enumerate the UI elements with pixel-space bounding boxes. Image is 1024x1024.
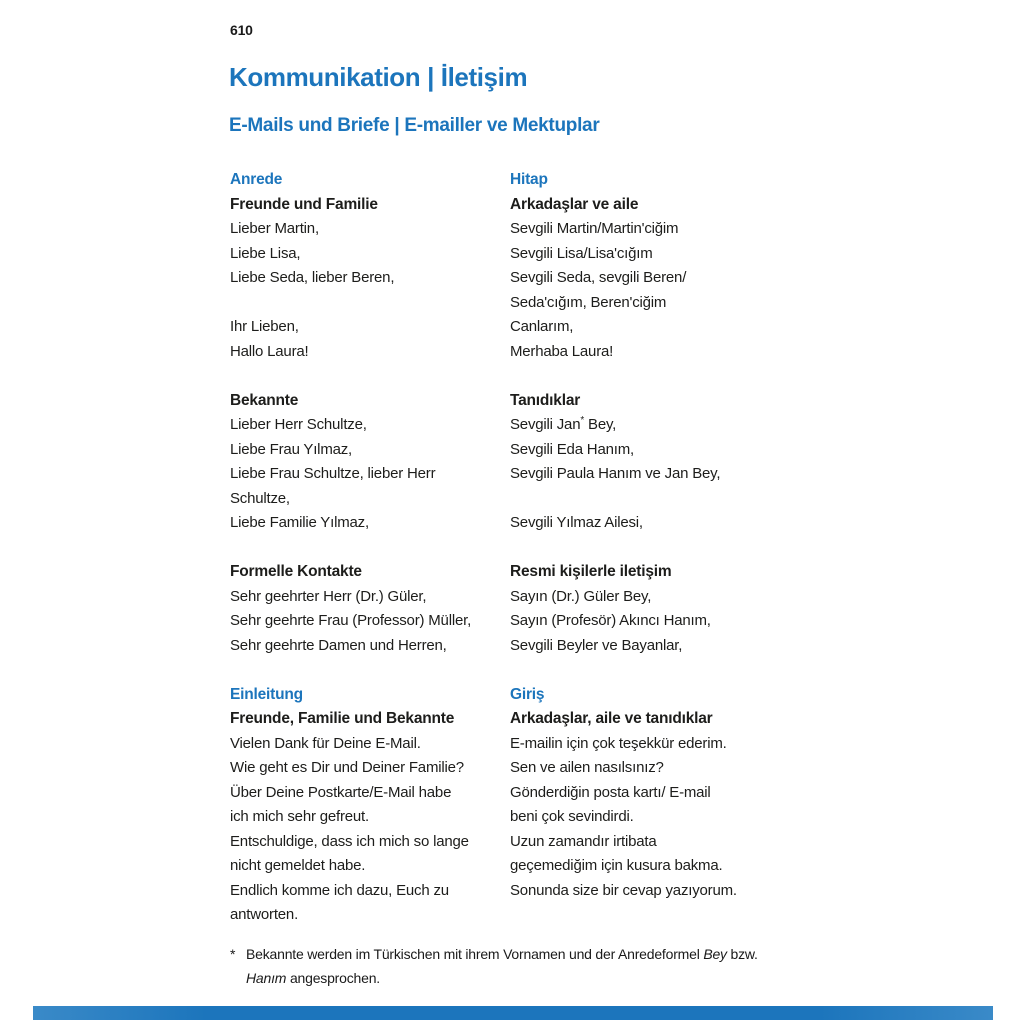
section-heading: Hitap [510, 171, 548, 188]
text-line: beni çok sevindirdi. [510, 808, 634, 825]
text-line: Sonunda size bir cevap yazıyorum. [510, 881, 737, 899]
text-line: Sen ve ailen nasılsınız? [510, 759, 664, 776]
section-heading: Giriş [510, 685, 545, 703]
subsection-heading: Formelle Kontakte [230, 563, 362, 580]
text-line: Sehr geehrte Frau (Professor) Müller, [230, 612, 472, 629]
text-line: antworten. [230, 906, 299, 923]
text-line: Entschuldige, dass ich mich so lange [230, 832, 469, 850]
text-line: Sevgili Martin/Martin'ciğim [510, 220, 679, 237]
text-line: Sevgili Paula Hanım ve Jan Bey, [510, 465, 721, 482]
blank-line [230, 536, 502, 561]
text-line: Schultze, [230, 489, 290, 507]
text-line: Über Deine Postkarte/E-Mail habe [230, 783, 452, 801]
section-heading: Einleitung [230, 685, 303, 703]
subsection-heading: Resmi kişilerle iletişim [510, 563, 672, 580]
text-line: Sevgili Eda Hanım, [510, 440, 634, 458]
text-line: Hallo Laura! [230, 342, 309, 360]
subsection-heading: Arkadaşlar, aile ve tanıdıklar [510, 710, 713, 727]
text-line: Sayın (Dr.) Güler Bey, [510, 587, 652, 605]
text-line: Endlich komme ich dazu, Euch zu [230, 881, 449, 899]
turkish-column [510, 168, 820, 903]
footnote-marker: * [230, 946, 236, 962]
page-title: Kommunikation | İletişim [229, 62, 528, 92]
blank-line [510, 364, 820, 389]
blank-line [230, 291, 502, 316]
subsection-heading: Freunde und Familie [230, 195, 378, 213]
footnote [230, 942, 830, 990]
text-line: Liebe Frau Schultze, lieber Herr [230, 465, 436, 482]
footer-bar [33, 1006, 993, 1020]
text-line: E-mailin için çok teşekkür ederim. [510, 734, 727, 752]
subsection-heading: Tanıdıklar [510, 391, 581, 409]
text-line: ich mich sehr gefreut. [230, 808, 369, 825]
text-line: Lieber Martin, [230, 220, 319, 237]
footnote-body [230, 942, 830, 990]
text-line: Sayın (Profesör) Akıncı Hanım, [510, 612, 711, 629]
text-line: Merhaba Laura! [510, 342, 614, 360]
page-number: 610 [230, 22, 253, 38]
text-line: Liebe Lisa, [230, 244, 301, 262]
text-line: Seda'cığım, Beren'ciğim [510, 293, 667, 311]
subsection-heading: Freunde, Familie und Bekannte [230, 710, 455, 727]
blank-line [510, 658, 820, 683]
footnote-marker-sup: * [580, 415, 585, 426]
text-line: Sehr geehrte Damen und Herren, [230, 636, 447, 654]
subsection-heading: Arkadaşlar ve aile [510, 195, 639, 213]
text-line: Liebe Familie Yılmaz, [230, 514, 369, 531]
text-line: Ihr Lieben, [230, 318, 299, 335]
footnote-line: Bekannte werden im Türkischen mit ihrem Vornamen und der Anredeformel Bey bzw. [246, 946, 758, 962]
text-line: Sevgili Lisa/Lisa'cığım [510, 244, 653, 262]
blank-line [230, 364, 502, 389]
text-line: nicht gemeldet habe. [230, 857, 366, 874]
text-line: Sevgili Yılmaz Ailesi, [510, 514, 643, 531]
blank-line [510, 487, 820, 512]
text-line: Sehr geehrter Herr (Dr.) Güler, [230, 587, 427, 605]
text-line: geçemediğim için kusura bakma. [510, 857, 723, 874]
text-line: Uzun zamandır irtibata [510, 832, 657, 850]
blank-line [510, 536, 820, 561]
text-line: Sevgili Jan* Bey, [510, 415, 617, 433]
text-line: Liebe Frau Yılmaz, [230, 440, 353, 458]
text-line: Sevgili Beyler ve Bayanlar, [510, 636, 683, 654]
text-line: Gönderdiğin posta kartı/ E-mail [510, 783, 711, 801]
text-line: Lieber Herr Schultze, [230, 416, 367, 433]
text-line: Liebe Seda, lieber Beren, [230, 269, 395, 286]
footnote-line: Hanım angesprochen. [246, 970, 380, 986]
section-subtitle: E-Mails und Briefe | E-mailler ve Mektuplar [229, 115, 600, 136]
text-line: Sevgili Seda, sevgili Beren/ [510, 269, 687, 286]
section-heading: Anrede [230, 171, 283, 188]
text-line: Wie geht es Dir und Deiner Familie? [230, 759, 464, 776]
text-line: Vielen Dank für Deine E-Mail. [230, 734, 421, 752]
subsection-heading: Bekannte [230, 391, 299, 409]
german-column [230, 168, 502, 928]
text-line: Canlarım, [510, 318, 574, 335]
blank-line [230, 658, 502, 683]
